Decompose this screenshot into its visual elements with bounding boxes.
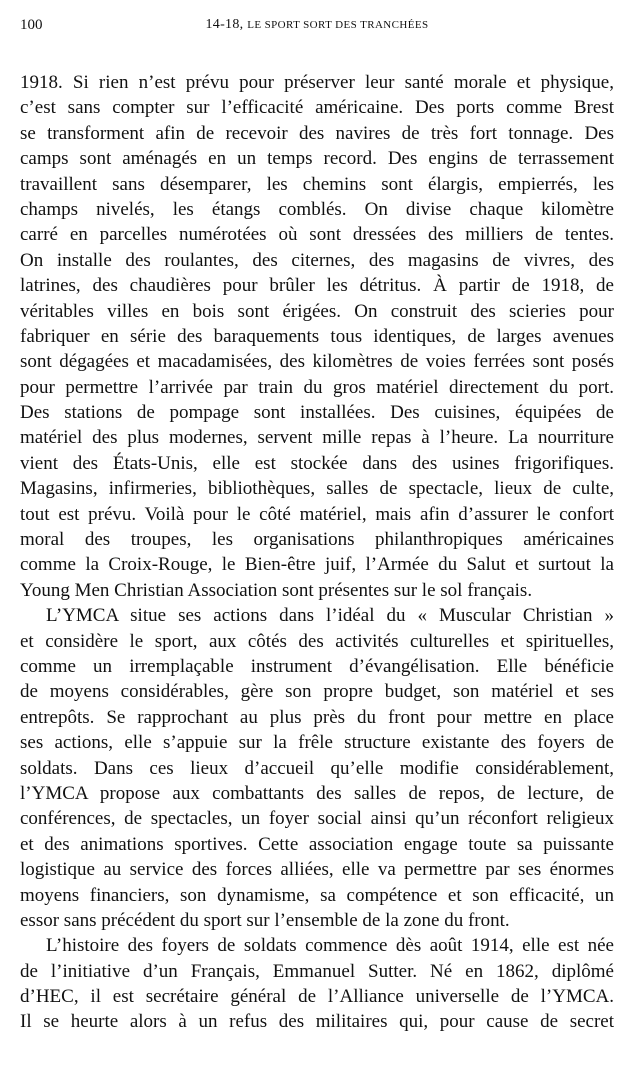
running-header xyxy=(20,14,614,36)
text-line: fabriquer en série des baraquements tous identiques, de larges avenues xyxy=(20,325,614,347)
text-line: comme un irremplaçable instrument d’évangélisation. Elle bénéficie xyxy=(20,655,614,677)
text-line: latrines, des chaudières pour brûler les détritus. À partir de 1918, de xyxy=(20,275,614,297)
text-line: véritables villes en bois sont érigées. On construit des scieries pour xyxy=(20,300,614,322)
text-line: Des stations de pompage sont installées. Des cuisines, équipées de xyxy=(20,402,614,424)
text-line: champs nivelés, les étangs comblés. On divise chaque kilomètre xyxy=(20,198,614,220)
text-line: L’YMCA situe ses actions dans l’idéal du « Muscular Christian » xyxy=(46,605,614,627)
text-line: pour permettre l’arrivée par train du gros matériel directement du port. xyxy=(20,376,614,398)
running-title-start: 14-18, xyxy=(205,17,248,32)
body-text xyxy=(20,70,614,1035)
text-line: se transforment afin de recevoir des navires de très fort tonnage. Des xyxy=(20,122,614,144)
text-line: travaillent sans désemparer, les chemins sont élargis, empierrés, les xyxy=(20,173,614,195)
paragraph xyxy=(20,933,614,1035)
text-line: c’est sans compter sur l’efficacité américaine. Des ports comme Brest xyxy=(20,97,614,119)
text-line: moyens financiers, son dynamisme, sa compétence et son efficacité, un xyxy=(20,884,614,906)
text-line: On installe des roulantes, des citernes, des magasins de vivres, des xyxy=(20,249,614,271)
text-line: moral des troupes, les organisations philanthropiques américaines xyxy=(20,529,614,551)
text-line: comme la Croix-Rouge, le Bien-être juif, l’Armée du Salut et surtout la xyxy=(20,554,614,576)
running-title xyxy=(20,14,614,36)
text-line: Magasins, infirmeries, bibliothèques, salles de spectacle, lieux de culte, xyxy=(20,478,614,500)
page-number: 100 xyxy=(20,17,43,33)
paragraph xyxy=(20,603,614,933)
text-line: Young Men Christian Association sont présentes sur le sol français. xyxy=(20,579,533,601)
text-line: logistique au service des forces alliées, elle va permettre par ses énormes xyxy=(20,859,614,881)
paragraph xyxy=(20,70,614,603)
text-line: et des animations sportives. Cette association engage toute sa puissante xyxy=(20,833,614,855)
text-line: l’YMCA propose aux combattants des salles de repos, de lecture, de xyxy=(20,782,614,804)
text-line: entrepôts. Se rapprochant au plus près du front pour mettre en place xyxy=(20,706,614,728)
text-line: vient des États-Unis, elle est stockée dans des usines frigorifiques. xyxy=(20,452,614,474)
text-line: tout est prévu. Voilà pour le côté matériel, mais afin d’assurer le confort xyxy=(20,503,614,525)
running-title-smallcaps: LE SPORT SORT DES TRANCHÉES xyxy=(247,19,429,31)
text-line: d’HEC, il est secrétaire général de l’Alliance universelle de l’YMCA. xyxy=(20,986,614,1008)
text-line: sont dégagées et macadamisées, des kilomètres de voies ferrées sont posés xyxy=(20,351,614,373)
text-line: carré en parcelles numérotées où sont dressées des milliers de tentes. xyxy=(20,224,614,246)
text-line: Il se heurte alors à un refus des militaires qui, pour cause de secret xyxy=(20,1011,614,1033)
text-line: et considère le sport, aux côtés des activités culturelles et spirituelles, xyxy=(20,630,614,652)
text-line: matériel des plus modernes, servent mille repas à l’heure. La nourriture xyxy=(20,427,614,449)
text-line: essor sans précédent du sport sur l’ensemble de la zone du front. xyxy=(20,909,510,931)
text-line: conférences, de spectacles, un foyer social ainsi qu’un réconfort religieux xyxy=(20,808,614,830)
text-line: de moyens considérables, gère son propre budget, son matériel et ses xyxy=(20,681,614,703)
text-line: L’histoire des foyers de soldats commence dès août 1914, elle est née xyxy=(46,935,614,957)
text-line: de l’initiative d’un Français, Emmanuel Sutter. Né en 1862, diplômé xyxy=(20,960,614,982)
text-line: 1918. Si rien n’est prévu pour préserver leur santé morale et physique, xyxy=(20,72,614,93)
text-line: camps sont aménagés en un temps record. Des engins de terrassement xyxy=(20,148,614,170)
text-line: soldats. Dans ces lieux d’accueil qu’elle modifie considérablement, xyxy=(20,757,614,779)
text-line: ses actions, elle s’appuie sur la frêle structure existante des foyers de xyxy=(20,732,614,754)
